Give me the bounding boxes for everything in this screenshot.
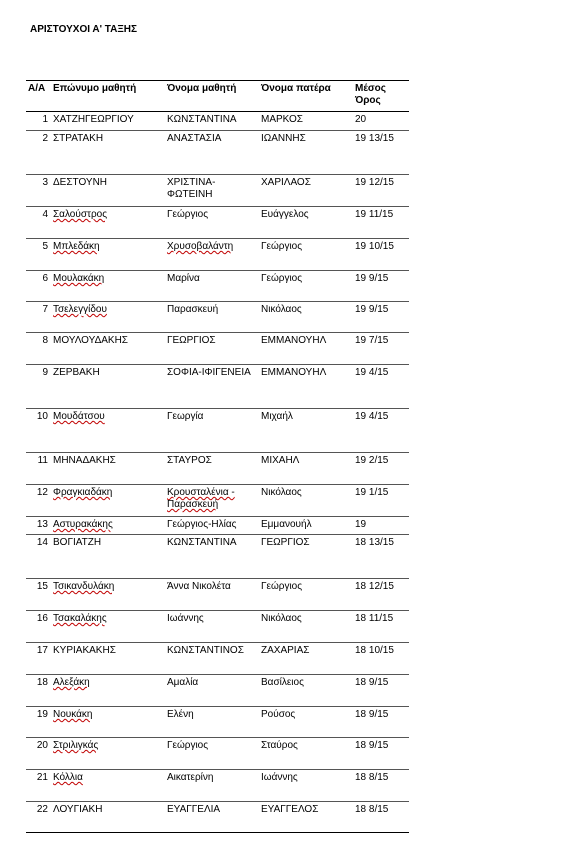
row-average: 19 4/15 — [353, 409, 409, 453]
table-row — [26, 453, 409, 485]
row-father-name: ΕΥΑΓΓΕΛΟΣ — [259, 802, 353, 833]
table-row — [26, 302, 409, 333]
row-index: 5 — [26, 239, 51, 271]
row-surname-text: Σαλούστρος — [53, 209, 108, 220]
header-first-name: Όνομα μαθητή — [165, 81, 259, 112]
table-row — [26, 365, 409, 409]
row-surname: ΒΟΓΙΑΤΖΗ — [51, 535, 165, 579]
row-index: 19 — [26, 707, 51, 738]
row-average: 19 — [353, 517, 409, 535]
row-surname — [51, 485, 165, 517]
row-index: 3 — [26, 175, 51, 207]
row-first-name: Ιωάννης — [165, 611, 259, 643]
row-father-name: ΓΕΩΡΓΙΟΣ — [259, 535, 353, 579]
row-surname-text: Μπλεδάκη — [53, 241, 100, 252]
row-father-name: ΕΜΜΑΝΟΥΗΛ — [259, 365, 353, 409]
row-average: 18 13/15 — [353, 535, 409, 579]
row-surname — [51, 611, 165, 643]
row-first-name: Άννα Νικολέτα — [165, 579, 259, 611]
table-row — [26, 333, 409, 365]
row-father-name: Ρούσος — [259, 707, 353, 738]
row-surname — [51, 271, 165, 302]
table-row — [26, 207, 409, 239]
row-index: 6 — [26, 271, 51, 302]
row-average: 18 9/15 — [353, 675, 409, 707]
row-index: 13 — [26, 517, 51, 535]
row-surname — [51, 207, 165, 239]
table-row — [26, 517, 409, 535]
row-first-name: Γεώργιος — [165, 738, 259, 770]
row-father-name: ΜΑΡΚΟΣ — [259, 112, 353, 131]
table-header-row — [26, 81, 409, 112]
row-first-name: ΧΡΙΣΤΙΝΑ-ΦΩΤΕΙΝΗ — [165, 175, 259, 207]
table-row — [26, 409, 409, 453]
row-surname — [51, 675, 165, 707]
row-surname: ΣΤΡΑΤΑΚΗ — [51, 131, 165, 175]
row-index: 12 — [26, 485, 51, 517]
row-father-name: Νικόλαος — [259, 485, 353, 517]
table-row — [26, 579, 409, 611]
table-row — [26, 239, 409, 271]
row-father-name: Μιχαήλ — [259, 409, 353, 453]
row-surname-text: Τσελεγγίδου — [53, 304, 107, 315]
row-surname — [51, 409, 165, 453]
row-surname-text: Αλεξάκη — [53, 677, 90, 688]
row-surname-text: Μουδάτσου — [53, 411, 105, 422]
row-surname-text: Μουλακάκη — [53, 273, 105, 284]
row-first-name: ΚΩΝΣΤΑΝΤΙΝΑ — [165, 535, 259, 579]
row-average: 19 4/15 — [353, 365, 409, 409]
row-first-name: ΣΟΦΙΑ-ΙΦΙΓΕΝΕΙΑ — [165, 365, 259, 409]
row-first-name-text: Κρουσταλένια - Παρασκευή — [167, 487, 235, 510]
row-average: 18 8/15 — [353, 770, 409, 802]
row-first-name: ΑΝΑΣΤΑΣΙΑ — [165, 131, 259, 175]
row-father-name: Ευάγγελος — [259, 207, 353, 239]
row-surname: ΧΑΤΖΗΓΕΩΡΓΙΟΥ — [51, 112, 165, 131]
row-surname-text: Φραγκιαδάκη — [53, 487, 113, 498]
row-index: 17 — [26, 643, 51, 675]
row-average: 19 13/15 — [353, 131, 409, 175]
students-table — [26, 80, 409, 833]
row-surname — [51, 239, 165, 271]
row-father-name: ΖΑΧΑΡΙΑΣ — [259, 643, 353, 675]
header-average: Μέσος Όρος — [353, 81, 409, 112]
row-father-name: ΧΑΡΙΛΑΟΣ — [259, 175, 353, 207]
row-father-name: Σταύρος — [259, 738, 353, 770]
header-surname: Επώνυμο μαθητή — [51, 81, 165, 112]
table-row — [26, 675, 409, 707]
table-row — [26, 271, 409, 302]
row-index: 14 — [26, 535, 51, 579]
row-first-name: Γεωργία — [165, 409, 259, 453]
row-average: 19 2/15 — [353, 453, 409, 485]
row-average: 19 12/15 — [353, 175, 409, 207]
row-average: 19 7/15 — [353, 333, 409, 365]
table-row — [26, 485, 409, 517]
row-surname-text: Νουκάκη — [53, 709, 93, 720]
table-row — [26, 112, 409, 131]
row-average: 19 9/15 — [353, 271, 409, 302]
row-surname — [51, 738, 165, 770]
table-row — [26, 770, 409, 802]
row-surname-text: Τσικανδυλάκη — [53, 581, 115, 592]
row-father-name: Βασίλειος — [259, 675, 353, 707]
row-average: 18 10/15 — [353, 643, 409, 675]
row-average: 19 1/15 — [353, 485, 409, 517]
row-first-name — [165, 239, 259, 271]
row-surname: ΜΗΝΑΔΑΚΗΣ — [51, 453, 165, 485]
row-father-name: ΙΩΑΝΝΗΣ — [259, 131, 353, 175]
table-row — [26, 611, 409, 643]
row-surname: ΔΕΣΤΟΥΝΗ — [51, 175, 165, 207]
header-index: Α/Α — [26, 81, 51, 112]
row-first-name: Αμαλία — [165, 675, 259, 707]
row-father-name: Γεώργιος — [259, 579, 353, 611]
row-average: 18 8/15 — [353, 802, 409, 833]
row-first-name: ΣΤΑΥΡΟΣ — [165, 453, 259, 485]
header-father-name: Όνομα πατέρα — [259, 81, 353, 112]
table-row — [26, 175, 409, 207]
row-surname-text: Κόλλια — [53, 772, 83, 783]
table-row — [26, 131, 409, 175]
row-first-name: Αικατερίνη — [165, 770, 259, 802]
row-surname: ΛΟΥΓΙΑΚΗ — [51, 802, 165, 833]
row-index: 7 — [26, 302, 51, 333]
row-first-name — [165, 485, 259, 517]
row-first-name-text: Χρυσοβαλάντη — [167, 241, 234, 252]
row-average: 20 — [353, 112, 409, 131]
row-average: 18 9/15 — [353, 707, 409, 738]
table-row — [26, 802, 409, 833]
row-surname-text: Στριλιγκάς — [53, 740, 99, 751]
row-index: 1 — [26, 112, 51, 131]
row-surname: ΖΕΡΒΑΚΗ — [51, 365, 165, 409]
row-surname — [51, 517, 165, 535]
row-first-name: Ελένη — [165, 707, 259, 738]
row-first-name: Γεώργιος-Ηλίας — [165, 517, 259, 535]
row-surname-text: Τσακαλάκης — [53, 613, 107, 624]
row-index: 16 — [26, 611, 51, 643]
row-index: 10 — [26, 409, 51, 453]
row-first-name: ΓΕΩΡΓΙΟΣ — [165, 333, 259, 365]
row-index: 18 — [26, 675, 51, 707]
row-surname: ΚΥΡΙΑΚΑΚΗΣ — [51, 643, 165, 675]
row-index: 9 — [26, 365, 51, 409]
row-surname: ΜΟΥΛΟΥΔΑΚΗΣ — [51, 333, 165, 365]
table-row — [26, 738, 409, 770]
row-average: 19 11/15 — [353, 207, 409, 239]
row-surname — [51, 579, 165, 611]
row-index: 8 — [26, 333, 51, 365]
row-average: 19 10/15 — [353, 239, 409, 271]
document-title: ΑΡΙΣΤΟΥΧΟΙ Α' ΤΑΞΗΣ — [30, 24, 138, 35]
row-index: 22 — [26, 802, 51, 833]
row-father-name: ΜΙΧΑΗΛ — [259, 453, 353, 485]
row-index: 15 — [26, 579, 51, 611]
row-index: 21 — [26, 770, 51, 802]
row-surname-text: Αστυρακάκης — [53, 519, 113, 530]
row-first-name: ΕΥΑΓΓΕΛΙΑ — [165, 802, 259, 833]
row-surname — [51, 707, 165, 738]
row-father-name: Ιωάννης — [259, 770, 353, 802]
row-first-name: Γεώργιος — [165, 207, 259, 239]
row-average: 19 9/15 — [353, 302, 409, 333]
row-index: 4 — [26, 207, 51, 239]
table-row — [26, 643, 409, 675]
row-index: 11 — [26, 453, 51, 485]
row-father-name: ΕΜΜΑΝΟΥΗΛ — [259, 333, 353, 365]
row-first-name: ΚΩΝΣΤΑΝΤΙΝΟΣ — [165, 643, 259, 675]
row-father-name: Γεώργιος — [259, 239, 353, 271]
row-first-name: Μαρίνα — [165, 271, 259, 302]
row-average: 18 9/15 — [353, 738, 409, 770]
row-average: 18 11/15 — [353, 611, 409, 643]
row-father-name: Νικόλαος — [259, 302, 353, 333]
row-father-name: Εμμανουήλ — [259, 517, 353, 535]
row-first-name: Παρασκευή — [165, 302, 259, 333]
row-father-name: Νικόλαος — [259, 611, 353, 643]
row-index: 20 — [26, 738, 51, 770]
row-surname — [51, 302, 165, 333]
table-row — [26, 535, 409, 579]
row-index: 2 — [26, 131, 51, 175]
row-first-name: ΚΩΝΣΤΑΝΤΙΝΑ — [165, 112, 259, 131]
table-row — [26, 707, 409, 738]
row-surname — [51, 770, 165, 802]
row-average: 18 12/15 — [353, 579, 409, 611]
row-father-name: Γεώργιος — [259, 271, 353, 302]
